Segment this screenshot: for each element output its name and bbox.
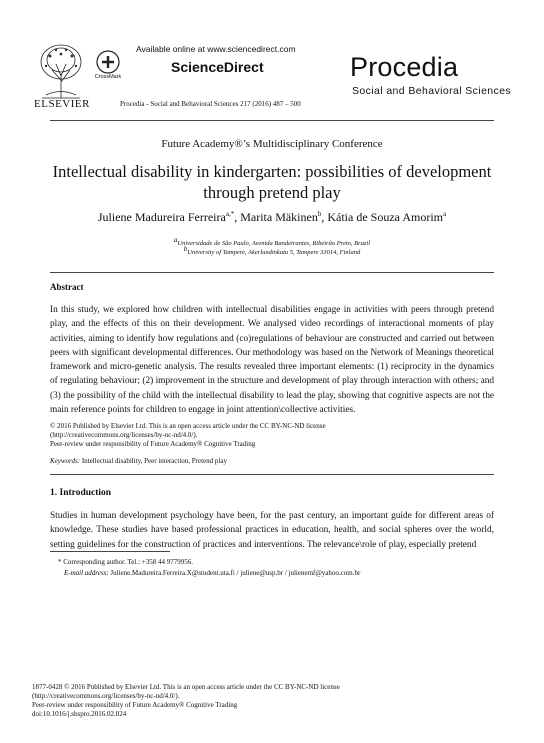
affiliation-text: Universidade de São Paulo, Avenida Bandeirantes, Ribeirão Preto, Brazil <box>177 240 371 248</box>
author-name: , Kátia de Souza Amorim <box>321 210 443 224</box>
email-label: E-mail address: <box>64 569 109 577</box>
corresponding-author-note: * Corresponding author. Tel.: +358 44 9779956. <box>58 558 193 566</box>
keywords-text: Intellectual disability, Peer interaction, Pretend play <box>81 457 227 465</box>
author-affiliation-mark: b <box>317 210 322 218</box>
conference-name: Future Academy®’s Multidisciplinary Conference <box>161 138 383 150</box>
journal-reference: Procedia - Social and Behavioral Sciences 217 (2016) 487 – 500 <box>120 100 301 108</box>
footer-doi[interactable]: doi:10.1016/j.sbspro.2016.02.024 <box>32 710 127 718</box>
author-affiliation-mark: a <box>443 210 447 218</box>
affiliation-text: University of Tampere, Akerlundinkatu 5, Tampere 33014, Finland <box>187 249 361 257</box>
affiliation-mark: b <box>183 245 188 253</box>
affiliation-mark: a <box>173 236 178 244</box>
copyright-notice <box>50 422 510 449</box>
keywords-label: Keywords: <box>50 457 81 465</box>
abstract-body: In this study, we explored how children with intellectual disabilities engage in activities with peers through pretend play, and the effects of this on their development. We analysed video recordings of interactional moments of play activities, aiming to identify how regulations and (co)regulations of behaviour are constructed and carried out between peers with significant developmental differences. Our methodology was based on the Network of Meanings theoretical framework and micro-genetic analysis. The results revealed three important elements: (1) reciprocity in the dynamics of regulating behaviour; (2) improvement in the structure and development of play through interaction with others; and (3) the possibility of the child with the intellectual disability to lead the play, showing that cognitive aspects are not the main reference points for children to engage in joint attention\collective activities. <box>50 305 494 416</box>
available-online-text: Available online at www.sciencedirect.com <box>136 44 296 54</box>
author-list <box>0 210 544 225</box>
affiliation-b <box>0 245 544 256</box>
footer-issn-line: 1877-0428 © 2016 Published by Elsevier Ltd. This is an open access article under the CC BY-NC-ND license <box>32 683 340 691</box>
license-link[interactable]: (http://creativecommons.org/licenses/by-nc-nd/4.0/). <box>50 431 198 439</box>
elsevier-wordmark: ELSEVIER <box>34 98 90 110</box>
author-name: , Marita Mäkinen <box>234 210 318 224</box>
crossmark-icon[interactable] <box>96 50 120 74</box>
procedia-logo: Procedia <box>350 52 459 82</box>
crossmark-label: CrossMark <box>94 74 122 80</box>
abstract-top-divider <box>50 272 494 273</box>
abstract-bottom-divider <box>50 474 494 475</box>
sciencedirect-wordmark[interactable]: ScienceDirect <box>171 59 264 75</box>
keywords-line <box>50 457 227 465</box>
article-title <box>40 161 504 203</box>
email-line <box>64 569 360 577</box>
copyright-line: © 2016 Published by Elsevier Ltd. This is an open access article under the CC BY-NC-ND license <box>50 422 326 430</box>
email-addresses[interactable]: Juliene.Madureira.Ferreira.X@student.uta.fi / juliene@usp.br / julienemf@yahoo.com.br <box>110 569 361 577</box>
footnote-divider <box>50 551 170 552</box>
elsevier-tree-logo <box>32 40 90 100</box>
section-heading: 1. Introduction <box>50 488 112 498</box>
footer-license-link[interactable]: (http://creativecommons.org/licenses/by-nc-nd/4.0/). <box>32 692 180 700</box>
introduction-body: Studies in human development psychology have been, for the past century, an important guide for different areas of knowledge. These studies have based professional practices in education, health, and social spheres over the world, setting guidelines for the construction of practices and interventions. The relevance\role of play, especially pretend <box>50 511 494 550</box>
footer-peer-review: Peer-review under responsibility of Future Academy® Cognitive Trading <box>32 701 238 709</box>
peer-review-line: Peer-review under responsibility of Future Academy® Cognitive Trading <box>50 440 256 448</box>
title-line-1: Intellectual disability in kindergarten: possibilities of development <box>52 162 492 181</box>
header-divider <box>50 120 494 121</box>
procedia-subtitle: Social and Behavioral Sciences <box>352 85 512 97</box>
title-line-2: through pretend play <box>203 183 341 202</box>
author-affiliation-mark: a,* <box>225 210 235 218</box>
author-name: Juliene Madureira Ferreira <box>97 210 226 224</box>
abstract-heading: Abstract <box>50 282 84 292</box>
